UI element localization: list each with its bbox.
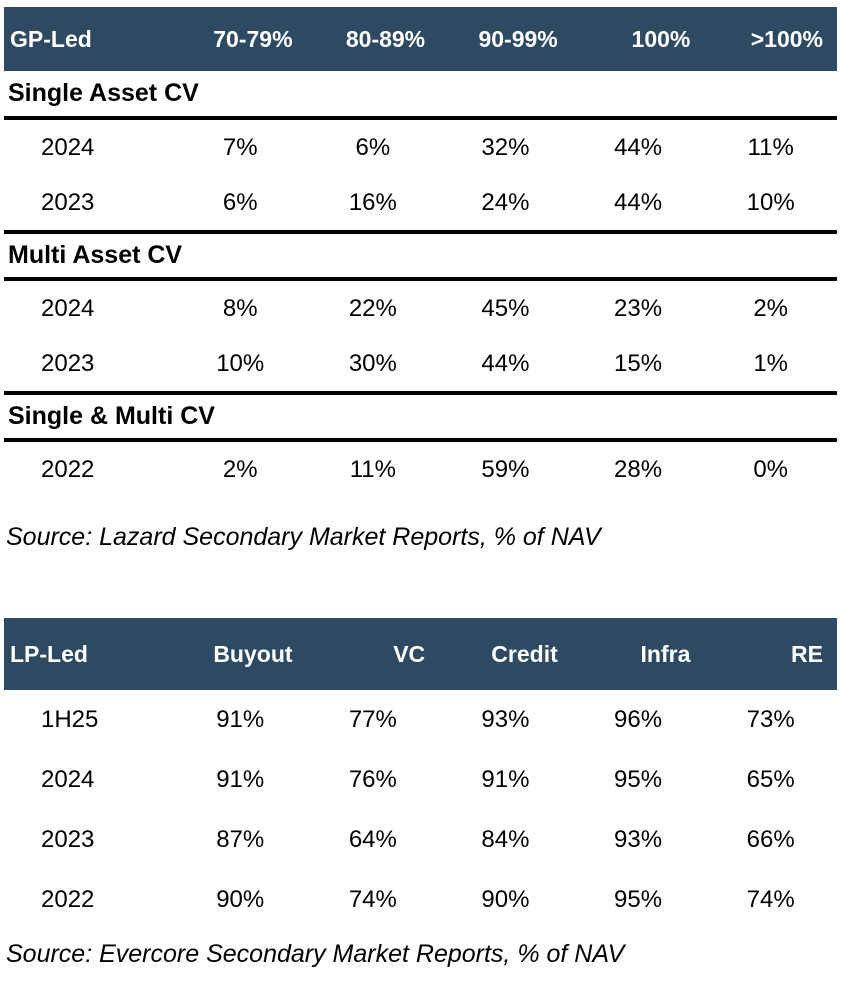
lp-led-header-title: LP-Led bbox=[4, 618, 174, 690]
value-cell: 24% bbox=[439, 175, 572, 232]
value-cell: 90% bbox=[216, 886, 265, 913]
gp-led-header-row bbox=[4, 7, 837, 71]
value-cell: 8% bbox=[222, 294, 258, 322]
table-row bbox=[4, 118, 837, 175]
value-cell: 2% bbox=[753, 294, 789, 322]
value-cell: 2% bbox=[222, 455, 258, 483]
year-cell: 2022 bbox=[41, 455, 95, 483]
value-cell: 44% bbox=[572, 175, 705, 232]
value-cell: 84% bbox=[481, 826, 530, 853]
value-cell: 10% bbox=[704, 175, 837, 232]
col-header-re: RE bbox=[704, 618, 837, 690]
lp-led-header-row bbox=[4, 618, 837, 690]
value-cell: 7% bbox=[222, 133, 258, 161]
value-cell: 95% bbox=[614, 886, 663, 913]
value-cell: 59% bbox=[481, 455, 530, 483]
year-cell: 2023 bbox=[4, 175, 174, 232]
value-cell: 30% bbox=[307, 336, 440, 393]
value-cell: 11% bbox=[747, 133, 794, 161]
col-header-vc: VC bbox=[307, 618, 440, 690]
section-title: Single & Multi CV bbox=[4, 393, 837, 440]
section-title: Single Asset CV bbox=[4, 71, 837, 118]
value-cell: 90% bbox=[481, 886, 530, 913]
col-header-buyout: Buyout bbox=[174, 618, 307, 690]
col-header-90-99: 90-99% bbox=[439, 7, 572, 71]
table-row bbox=[4, 810, 837, 870]
section-title: Multi Asset CV bbox=[4, 232, 837, 279]
table-row bbox=[4, 175, 837, 232]
value-cell: 11% bbox=[349, 455, 396, 483]
value-cell: 44% bbox=[614, 133, 663, 161]
value-cell: 93% bbox=[481, 706, 530, 733]
value-cell: 32% bbox=[481, 133, 530, 161]
col-header-80-89: 80-89% bbox=[307, 7, 440, 71]
section-heading-multi-asset-cv bbox=[4, 232, 837, 279]
year-cell: 2022 bbox=[41, 886, 95, 913]
year-cell: 2024 bbox=[41, 294, 95, 322]
value-cell: 22% bbox=[348, 294, 397, 322]
value-cell: 73% bbox=[746, 706, 795, 733]
table-row bbox=[4, 750, 837, 810]
table-row bbox=[4, 690, 837, 750]
value-cell: 15% bbox=[572, 336, 705, 393]
value-cell: 23% bbox=[614, 294, 663, 322]
value-cell: 91% bbox=[216, 766, 265, 793]
value-cell: 91% bbox=[216, 706, 265, 733]
year-cell: 2023 bbox=[4, 336, 174, 393]
value-cell: 87% bbox=[216, 826, 265, 853]
value-cell: 45% bbox=[481, 294, 530, 322]
value-cell: 0% bbox=[753, 455, 789, 483]
value-cell: 77% bbox=[348, 706, 397, 733]
value-cell: 76% bbox=[348, 766, 397, 793]
section-heading-single-asset-cv bbox=[4, 71, 837, 118]
value-cell: 93% bbox=[614, 826, 663, 853]
value-cell: 64% bbox=[348, 826, 397, 853]
value-cell: 28% bbox=[614, 455, 663, 483]
value-cell: 6% bbox=[174, 175, 307, 232]
value-cell: 95% bbox=[614, 766, 663, 793]
gp-led-source-note: Source: Lazard Secondary Market Reports, % of NAV bbox=[6, 523, 601, 551]
value-cell: 65% bbox=[746, 766, 795, 793]
value-cell: 91% bbox=[481, 766, 530, 793]
lp-led-table bbox=[4, 618, 837, 930]
section-heading-single-multi-cv bbox=[4, 393, 837, 440]
col-header-infra: Infra bbox=[572, 618, 705, 690]
gp-led-header-title: GP-Led bbox=[4, 7, 174, 71]
value-cell: 16% bbox=[307, 175, 440, 232]
table-row bbox=[4, 440, 837, 497]
year-cell: 2023 bbox=[41, 826, 95, 853]
table-row bbox=[4, 336, 837, 393]
col-header-100: 100% bbox=[572, 7, 705, 71]
year-cell: 2024 bbox=[41, 133, 95, 161]
table-row bbox=[4, 279, 837, 336]
gp-led-table bbox=[4, 7, 837, 497]
table-row bbox=[4, 870, 837, 930]
value-cell: 74% bbox=[746, 886, 795, 913]
value-cell: 74% bbox=[348, 886, 397, 913]
col-header-70-79: 70-79% bbox=[174, 7, 307, 71]
year-cell: 2024 bbox=[41, 766, 95, 793]
year-cell: 1H25 bbox=[41, 706, 99, 733]
value-cell: 44% bbox=[439, 336, 572, 393]
value-cell: 96% bbox=[614, 706, 663, 733]
col-header-credit: Credit bbox=[439, 618, 572, 690]
lp-led-source-note: Source: Evercore Secondary Market Reports, % of NAV bbox=[6, 940, 625, 968]
col-header-gt100: >100% bbox=[704, 7, 837, 71]
value-cell: 6% bbox=[355, 133, 391, 161]
value-cell: 1% bbox=[704, 336, 837, 393]
value-cell: 10% bbox=[174, 336, 307, 393]
value-cell: 66% bbox=[746, 826, 795, 853]
